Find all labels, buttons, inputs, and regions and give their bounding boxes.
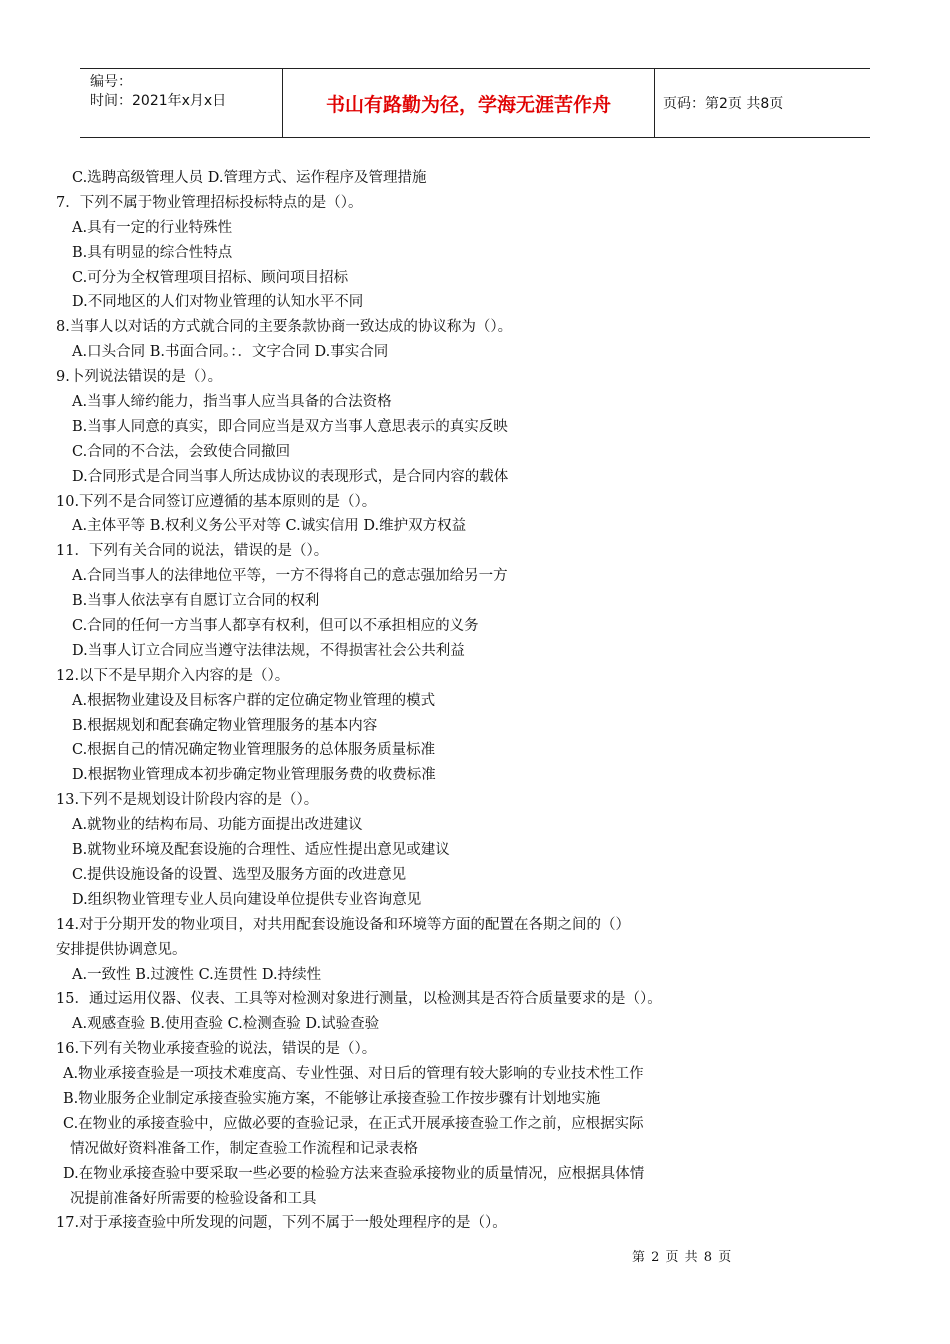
text-line: C.根据自己的情况确定物业管理服务的总体服务质量标准 [72, 742, 436, 759]
motto-cell [283, 69, 655, 137]
text-line: B.物业服务企业制定承接查验实施方案，不能够让承接查验工作按步骤有计划地实施 [63, 1090, 601, 1107]
text-line: D.合同形式是合同当事人所达成协议的表现形式，是合同内容的载体 [72, 468, 509, 485]
text-line: 10.下列不是合同签订应遵循的基本原则的是（）。 [56, 493, 377, 510]
text-line: 7．下列不属于物业管理招标投标特点的是（）。 [56, 194, 363, 211]
page-footer: 第 2 页 共 8 页 [632, 1250, 733, 1265]
text-line: A.根据物业建设及目标客户群的定位确定物业管理的模式 [72, 692, 436, 709]
text-line: C.选聘高级管理人员 D.管理方式、运作程序及管理措施 [72, 170, 427, 186]
text-line: B.根据规划和配套确定物业管理服务的基本内容 [72, 717, 378, 734]
text-line: 安排提供协调意见。 [56, 941, 187, 958]
text-line: B.具有明显的综合性特点 [72, 244, 233, 261]
text-line: 情况做好资料准备工作，制定查验工作流程和记录表格 [70, 1140, 418, 1157]
text-line: D.根据物业管理成本初步确定物业管理服务费的收费标准 [72, 767, 436, 784]
text-line: C.合同的不合法，会致使合同撤回 [72, 443, 291, 460]
text-line: A.就物业的结构布局、功能方面提出改进建议 [72, 817, 363, 834]
text-line: A.口头合同 B.书面合同。：．文字合同 D.事实合同 [72, 344, 389, 361]
header-info-cell [80, 69, 283, 137]
text-line: 11．下列有关合同的说法，错误的是（）。 [56, 543, 329, 560]
text-line: D.组织物业管理专业人员向建设单位提供专业咨询意见 [72, 891, 422, 908]
text-line: C.合同的任何一方当事人都享有权利，但可以不承担相应的义务 [72, 618, 479, 635]
text-line: 17.对于承接查验中所发现的问题，下列不属于一般处理程序的是（）。 [56, 1215, 507, 1232]
text-line: 13.下列不是规划设计阶段内容的是（）。 [56, 792, 319, 809]
text-line: D.当事人订立合同应当遵守法律法规，不得损害社会公共利益 [72, 642, 465, 659]
time-label: 时间：2021年x月x日 [90, 93, 227, 109]
text-line: 14.对于分期开发的物业项目，对共用配套设施设备和环境等方面的配置在各期之间的（） [56, 916, 631, 933]
text-line: C.可分为全权管理项目招标、顾问项目招标 [72, 269, 349, 286]
text-line: A.一致性 B.过渡性 C.连贯性 D.持续性 [72, 966, 322, 983]
text-line: C.在物业的承接查验中，应做必要的查验记录，在正式开展承接查验工作之前，应根据实际 [63, 1115, 644, 1132]
header-table [80, 68, 870, 138]
motto-text: 书山有路勤为径，学海无涯苦作舟 [325, 93, 611, 116]
text-line: A.物业承接查验是一项技术难度高、专业性强、对日后的管理有较大影响的专业技术性工作 [63, 1066, 644, 1083]
text-line: B.当事人同意的真实，即合同应当是双方当事人意思表示的真实反映 [72, 418, 508, 435]
number-label: 编号： [90, 74, 132, 90]
text-line: 况提前准备好所需要的检验设备和工具 [70, 1190, 317, 1207]
text-line: 16.下列有关物业承接查验的说法，错误的是（）。 [56, 1041, 377, 1058]
text-line: B.当事人依法享有自愿订立合同的权利 [72, 593, 320, 610]
text-line: A.观感查验 B.使用查验 C.检测查验 D.试验查验 [72, 1016, 380, 1033]
text-line: 8.当事人以对话的方式就合同的主要条款协商一致达成的协议称为（）。 [56, 319, 513, 336]
text-line: A.具有一定的行业特殊性 [72, 219, 233, 236]
text-line: 12.以下不是早期介入内容的是（）。 [56, 667, 290, 684]
text-line: 9.卜列说法错误的是（）。 [56, 369, 223, 386]
document-body [56, 166, 776, 1236]
text-line: B.就物业环境及配套设施的合理性、适应性提出意见或建议 [72, 842, 450, 859]
text-line: D.不同地区的人们对物业管理的认知水平不同 [72, 294, 364, 311]
text-line: 15．通过运用仪器、仪表、工具等对检测对象进行测量，以检测其是否符合质量要求的是（）。 [56, 991, 662, 1008]
page-code-cell [655, 69, 870, 137]
page-code: 页码：第2页 共8页 [663, 96, 784, 112]
text-line: A.主体平等 B.权利义务公平对等 C.诚实信用 D.维护双方权益 [72, 518, 467, 535]
text-line: D.在物业承接查验中要采取一些必要的检验方法来查验承接物业的质量情况，应根据具体情 [63, 1165, 645, 1182]
text-line: A.合同当事人的法律地位平等，一方不得将自己的意志强加给另一方 [72, 568, 508, 585]
text-line: C.提供设施设备的设置、选型及服务方面的改进意见 [72, 866, 407, 883]
text-line: A.当事人缔约能力，指当事人应当具备的合法资格 [72, 394, 392, 411]
